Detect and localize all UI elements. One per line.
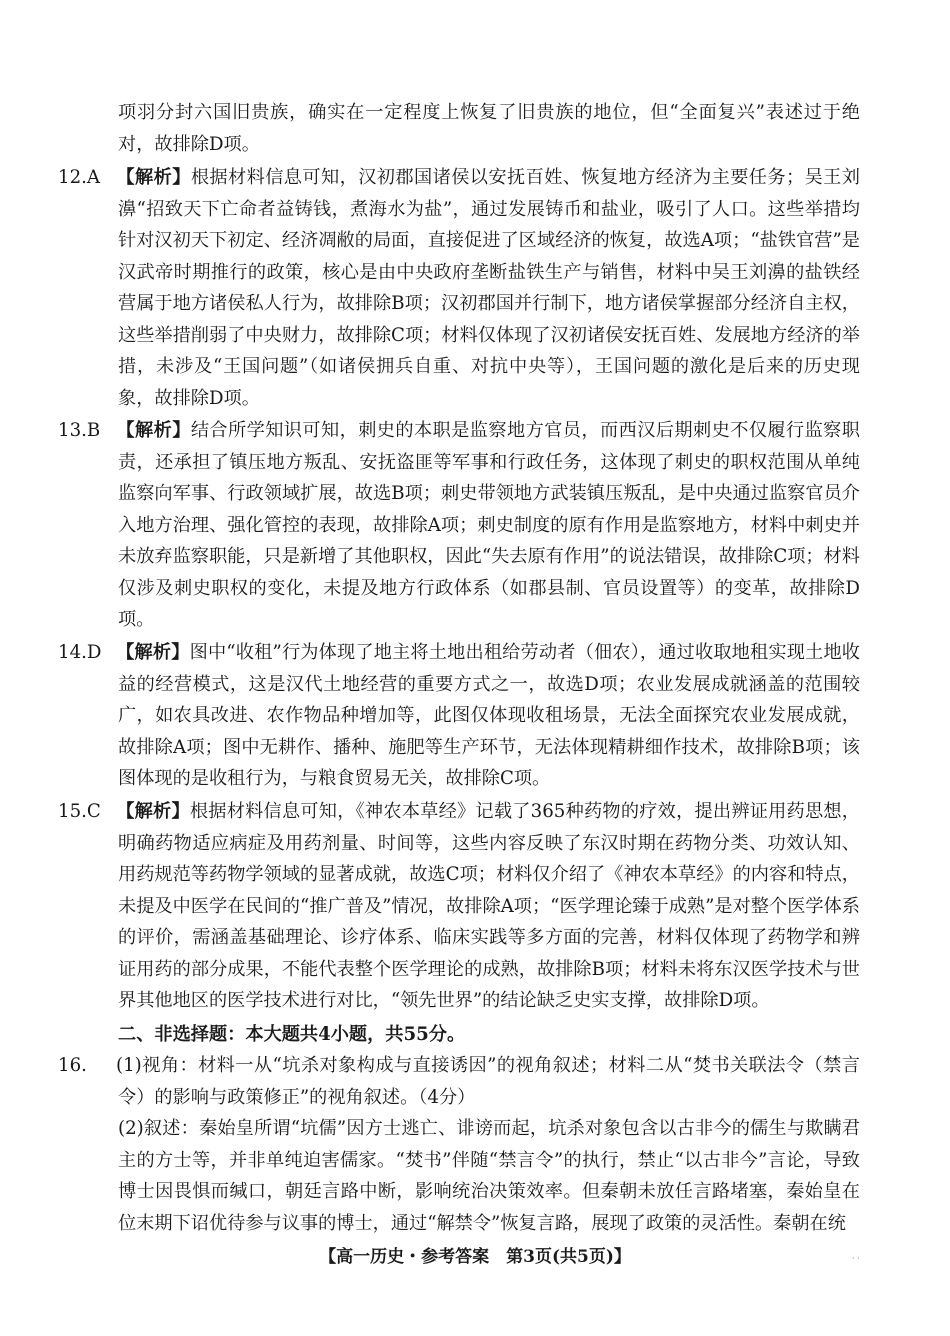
item-number: 15.C <box>58 801 101 822</box>
page-footer: 【高一历史・参考答案 第3页(共5页)】 <box>319 1247 631 1267</box>
analysis-tag: 【解析】 <box>116 642 190 663</box>
answer-item-16 <box>58 1050 860 1239</box>
analysis-tag: 【解析】 <box>116 801 190 822</box>
footer-dots: · · <box>852 1254 860 1263</box>
item-text: 结合所学知识可知，刺史的本职是监察地方官员，而西汉后期刺史不仅履行监察职责，还承担了镇压地方叛乱、安抚盗匪等军事和行政任务，这体现了刺史的职权范围从单纯监察向军事、行政领域扩展，故选B项；刺史带领地方武装镇压叛乱，是中央通过监察官员介入地方治理、强化管控的表现，故排除A项；刺史制度的原有作用是监察地方，材料中刺史并未放弃监察职能，只是新增了其他职权，因此“失去原有作用”的说法错误，故排除C项；材料仅涉及刺史职权的变化，未提及地方行政体系（如郡县制、官员设置等）的变革，故排除D项。 <box>118 420 860 630</box>
answer-item-13 <box>58 415 860 636</box>
answer-item-15 <box>58 796 860 1017</box>
item-text: 根据材料信息可知，《神农本草经》记载了365种药物的疗效，提出辨证用药思想，明确药物适应病症及用药剂量、时间等，这些内容反映了东汉时期在药物分类、功效认知、用药规范等药物学领域的显著成就，故选C项；材料仅介绍了《神农本草经》的内容和特点，未提及中医学在民间的“推广普及”情况，故排除A项；“医学理论臻于成熟”是对整个医学体系的评价，需涵盖基础理论、诊疗体系、临床实践等多方面的完善，材料仅体现了药物学和辨证用药的部分成果，不能代表整个医学理论的成熟，故排除B项；材料未将东汉医学技术与世界其他地区的医学技术进行对比，“领先世界”的结论缺乏史实支撑，故排除D项。 <box>118 801 860 1011</box>
item-text: 图中“收租”行为体现了地主将土地出租给劳动者（佃农），通过收取地租实现土地收益的经营模式，这是汉代土地经营的重要方式之一，故选D项；农业发展成就涵盖的范围较广，如农具改进、农作物品种增加等，此图仅体现收租场景，无法全面探究农业发展成就，故排除A项；图中无耕作、播种、施肥等生产环节，无法体现精耕细作技术，故排除B项；该图体现的是收租行为，与粮食贸易无关，故排除C项。 <box>118 642 860 789</box>
item-number: 14.D <box>58 642 102 663</box>
analysis-tag: 【解析】 <box>116 167 191 188</box>
item-number: 13.B <box>58 420 101 441</box>
item-16-part-1: (1)视角：材料一从“坑杀对象构成与直接诱因”的视角叙述；材料二从“焚书关联法令（禁言令）的影响与政策修正”的视角叙述。（4分） <box>116 1055 860 1108</box>
intro-paragraph: 项羽分封六国旧贵族，确实在一定程度上恢复了旧贵族的地位，但“全面复兴”表述过于绝对，故排除D项。 <box>118 102 860 155</box>
answer-item-14 <box>58 637 860 795</box>
item-text: 根据材料信息可知，汉初郡国诸侯以安抚百姓、恢复地方经济为主要任务；吴王刘濞“招致天下亡命者益铸钱，煮海水为盐”，通过发展铸币和盐业，吸引了人口。这些举措均针对汉初天下初定、经济凋敝的局面，直接促进了区域经济的恢复，故选A项；“盐铁官营”是汉武帝时期推行的政策，核心是由中央政府垄断盐铁生产与销售，材料中吴王刘濞的盐铁经营属于地方诸侯私人行为，故排除B项；汉初郡国并行制下，地方诸侯掌握部分经济自主权，这些举措削弱了中央财力，故排除C项；材料仅体现了汉初诸侯安抚百姓、发展地方经济的举措，未涉及“王国问题”（如诸侯拥兵自重、对抗中央等），王国问题的激化是后来的历史现象，故排除D项。 <box>118 167 860 409</box>
section-title: 二、非选择题：本大题共4小题，共55分。 <box>118 1024 466 1045</box>
item-number: 16. <box>58 1055 87 1076</box>
item-16-part-2: (2)叙述：秦始皇所谓“坑儒”因方士逃亡、诽谤而起，坑杀对象包含以古非今的儒生与欺瞒君主的方士等，并非单纯迫害儒家。“焚书”伴随“禁言令”的执行，禁止“以古非今”言论，导致博士因畏惧而缄口，朝廷言路中断，影响统治决策效率。但秦朝未放任言路堵塞，秦始皇在位末期下诏优待参与议事的博士，通过“解禁令”恢复言路，展现了政策的灵活性。秦朝在统 <box>118 1118 860 1234</box>
item-number: 12.A <box>58 167 101 188</box>
answer-item-12 <box>58 162 860 414</box>
analysis-tag: 【解析】 <box>116 420 191 441</box>
